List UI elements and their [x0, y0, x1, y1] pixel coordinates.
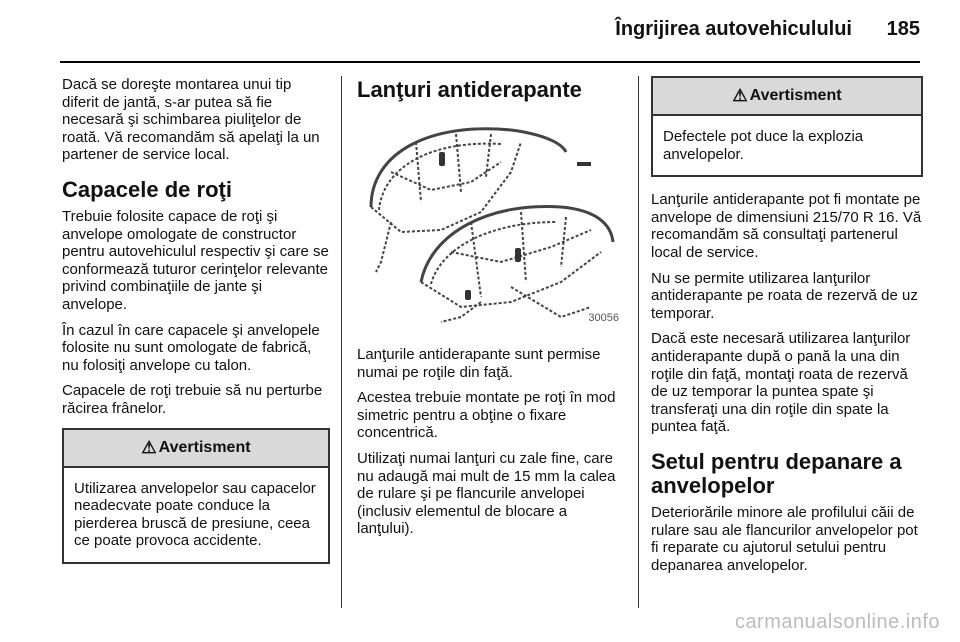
column-left — [62, 76, 330, 564]
section-heading-tyre-repair-kit: Setul pentru depanare a anvelopelor — [651, 448, 902, 498]
warning-title: Avertisment — [158, 438, 251, 456]
repair-kit-paragraph: Deteriorările minore ale profilului căii de rulare sau ale flancurilor anvelopelor pot fi reparate cu ajutorul setului pentru depanarea anvelopelor. — [651, 503, 918, 574]
snow-chains-paragraph-2: Acestea trebuie montate pe roţi în mod simetric pentru a obţine o fixare concentrică. — [357, 389, 616, 442]
warning-box — [651, 76, 923, 177]
header-rule — [60, 61, 920, 63]
warning-header — [64, 430, 328, 468]
hubcaps-paragraph-2: În cazul în care capacele şi anvelopele folosite nu sunt omologate de fabrică, nu folosiţi anvelope cu talon. — [62, 321, 320, 374]
hubcaps-paragraph-3: Capacele de roţi trebuie să nu perturbe răcirea frânelor. — [62, 382, 323, 417]
intro-paragraph: Dacă se doreşte montarea unui tip diferit de jantă, s-ar putea să fie necesară şi schimbarea piuliţelor de roată. Vă recomandăm să apelaţi la un partener de service local. — [62, 76, 320, 164]
column-middle — [357, 76, 627, 546]
section-heading-hubcaps: Capacele de roţi — [62, 176, 232, 202]
chains-paragraph-1: Lanţurile antiderapante pot fi montate pe anvelope de dimensiuni 215/70 R 16. Vă recomandăm să consultaţi partenerul local de service. — [651, 191, 922, 261]
column-right — [651, 76, 923, 582]
watermark: carmanualsonline.info — [734, 611, 940, 633]
snow-chains-paragraph-3: Utilizaţi numai lanţuri cu zale fine, care nu adaugă mai mult de 15 mm la calea de rulare şi pe flancurile anvelopei (inclusiv elementul de blocare a lanţului). — [357, 449, 616, 538]
section-heading-snow-chains: Lanţuri antiderapante — [357, 77, 582, 102]
warning-icon: ⚠ — [732, 86, 748, 106]
warning-text: Defectele pot duce la explozia anvelopelor. — [663, 128, 864, 163]
column-divider — [638, 76, 639, 608]
warning-title: Avertisment — [749, 87, 842, 105]
page-number: 185 — [886, 18, 920, 40]
chains-paragraph-2: Nu se permite utilizarea lanţurilor antiderapante pe roata de rezervă de uz temporar. — [651, 269, 918, 322]
warning-text: Utilizarea anvelopelor sau capacelor neadecvate poate conduce la pierderea bruscă de presiune, ceea ce poate provoca accidente. — [74, 479, 316, 550]
chapter-title: Îngrijirea autovehiculului — [615, 18, 852, 40]
warning-header — [653, 78, 921, 116]
warning-icon: ⚠ — [141, 437, 157, 457]
page-header — [0, 0, 960, 62]
snow-chains-paragraph-1: Lanţurile antiderapante sunt permise numai pe roţile din faţă. — [357, 346, 601, 381]
chains-paragraph-3: Dacă este necesară utilizarea lanţurilor antiderapante după o pană la una din roţile din faţă, montaţi roata de rezervă de uz temporar la puntea spate şi transferaţi una din roţile din spate la puntea faţă. — [651, 330, 911, 436]
warning-box — [62, 428, 330, 564]
snow-chains-illustration — [361, 112, 623, 332]
hubcaps-paragraph-1: Trebuie folosite capace de roţi şi anvelope omologate de constructor pentru autovehiculul respectiv şi care se conformează tuturor cerinţelor relevante privind combinaţiile de jante şi anvelope. — [62, 207, 329, 313]
figure-number: 30056 — [588, 312, 619, 325]
snow-chains-drawing — [361, 112, 623, 332]
column-divider — [341, 76, 342, 608]
